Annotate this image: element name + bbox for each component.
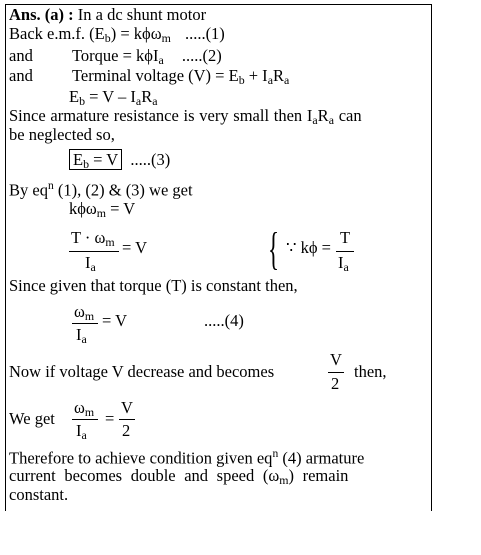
boxed-sub: b	[83, 156, 90, 171]
now-den: 2	[331, 374, 340, 393]
heading-line	[9, 5, 206, 24]
eb-sub-a2: a	[152, 93, 158, 108]
frac1-den	[85, 253, 96, 272]
fraction-t-omega-over-ia	[69, 228, 119, 274]
kphi-sub: m	[96, 205, 107, 220]
weget-den2: 2	[122, 421, 131, 440]
fraction-bar-4	[328, 372, 344, 373]
weget-text: We get	[9, 409, 55, 428]
since-sub-1: a	[312, 112, 318, 127]
byeq-end: (1), (2) & (3) we get	[53, 180, 193, 200]
fraction-omega-over-ia	[72, 302, 98, 348]
frac3-num-sub: m	[84, 308, 95, 323]
frac1-num-sub: m	[105, 234, 115, 249]
final-sub: m	[279, 472, 289, 487]
weget-num-text: ω	[74, 398, 85, 417]
weget-den	[76, 421, 87, 440]
frac2-den-sub: a	[343, 259, 349, 274]
frac2-num: T	[340, 228, 351, 247]
because-kphi: ∵ kϕ =	[286, 238, 331, 257]
final-text-2b: ) remain	[288, 466, 349, 485]
fraction-bar	[69, 251, 119, 252]
terminal-eq	[72, 66, 289, 85]
then-text: then,	[354, 362, 387, 381]
frac2-den	[338, 253, 349, 272]
boxed-e: E	[73, 150, 84, 169]
terminal-sub-b: b	[238, 72, 245, 87]
eb-sub-a: a	[135, 93, 142, 108]
boxed-equation	[69, 150, 170, 169]
frac3-den-text: I	[76, 325, 82, 344]
heading-text: In a dc shunt motor	[77, 5, 207, 24]
final-line-1	[9, 445, 364, 468]
eqn-number-3: .....(3)	[130, 150, 171, 169]
weget-num	[74, 398, 94, 417]
terminal-line	[9, 66, 33, 85]
eqn-number-2: .....(2)	[181, 46, 222, 65]
torque-eq	[72, 46, 222, 65]
now-line: Now if voltage V decrease and becomes	[9, 362, 275, 381]
terminal-r: R	[272, 66, 284, 85]
now-num: V	[330, 350, 342, 369]
byeq-text: By eq	[9, 180, 48, 200]
backemf-text: Back e.m.f. (E	[9, 24, 105, 43]
boxed-eb-equals-v	[69, 149, 122, 170]
final-text-2: current becomes double and speed (ω	[9, 466, 280, 485]
eb-text: E	[69, 87, 80, 106]
fraction-v-over-2	[328, 350, 344, 396]
final-line-2	[9, 466, 348, 485]
fraction-bar-6	[119, 419, 135, 420]
backemf-line	[9, 24, 225, 43]
fraction-omega-over-ia-2	[72, 398, 98, 444]
since-mid: R	[317, 106, 329, 125]
fraction-bar-5	[72, 419, 98, 420]
since-line-1	[9, 106, 362, 125]
eb-sub-b: b	[79, 93, 86, 108]
frac3-num	[74, 302, 94, 321]
weget-den-sub: a	[81, 427, 87, 442]
terminal-sub-a2: a	[283, 72, 290, 87]
since-sub-2: a	[328, 112, 334, 127]
fraction-t-over-ia	[336, 228, 354, 274]
eb-mid: = V – I	[85, 87, 136, 106]
terminal-text: Terminal voltage (V) = E	[72, 66, 239, 85]
final-text-1b: (4) armature	[278, 448, 365, 468]
kphi-end: = V	[106, 199, 136, 218]
since-text-1b: can	[333, 106, 362, 125]
torque-line	[9, 46, 33, 65]
answer-label: Ans. (a) :	[9, 5, 74, 24]
weget-equals: =	[105, 409, 115, 428]
frac1-num	[71, 228, 115, 247]
torque-sub: a	[158, 52, 164, 67]
byeq-line	[9, 177, 193, 200]
eb-r: R	[141, 87, 153, 106]
frac1-num-text: T · ω	[71, 228, 106, 247]
frac3-den-sub: a	[81, 331, 87, 346]
weget-num2: V	[121, 398, 133, 417]
terminal-mid: + I	[244, 66, 268, 85]
frac1-den-text: I	[85, 253, 91, 272]
weget-den-text: I	[76, 421, 82, 440]
final-text-1: Therefore to achieve condition given eq	[9, 448, 273, 468]
frac1-rhs: = V	[122, 238, 148, 257]
frac3-rhs: = V	[102, 311, 128, 330]
frac1-den-sub: a	[90, 259, 96, 274]
and-label-2: and	[9, 66, 33, 85]
final-sup: n	[272, 448, 279, 460]
frac3-num-text: ω	[74, 302, 85, 321]
since-line-2: be neglected so,	[9, 125, 115, 144]
constant-line: Since given that torque (T) is constant then,	[9, 276, 298, 295]
backemf-mid: ) = kϕω	[110, 24, 162, 43]
kphi-line	[69, 199, 135, 218]
fraction-bar-3	[72, 323, 98, 324]
and-label: and	[9, 46, 33, 65]
since-text-1: Since armature resistance is very small then I	[9, 106, 313, 125]
eqn-number-4: .....(4)	[204, 311, 244, 330]
byeq-sup: n	[47, 180, 54, 192]
kphi-text: kϕω	[69, 199, 97, 218]
torque-text: Torque = kϕI	[72, 46, 159, 65]
eqn-number-1: .....(1)	[184, 24, 225, 43]
fraction-v-over-2-b	[119, 398, 135, 444]
frac3-den	[76, 325, 87, 344]
fraction-bar-2	[336, 251, 354, 252]
boxed-end: = V	[89, 150, 119, 169]
eb-line	[69, 87, 157, 106]
terminal-sub-a: a	[267, 72, 273, 87]
backemf-sub-b: b	[104, 30, 111, 45]
final-line-3: constant.	[9, 485, 69, 504]
backemf-sub-m: m	[161, 30, 171, 45]
weget-num-sub: m	[84, 404, 95, 419]
left-brace-icon: {	[268, 223, 280, 274]
frac2-den-text: I	[338, 253, 344, 272]
